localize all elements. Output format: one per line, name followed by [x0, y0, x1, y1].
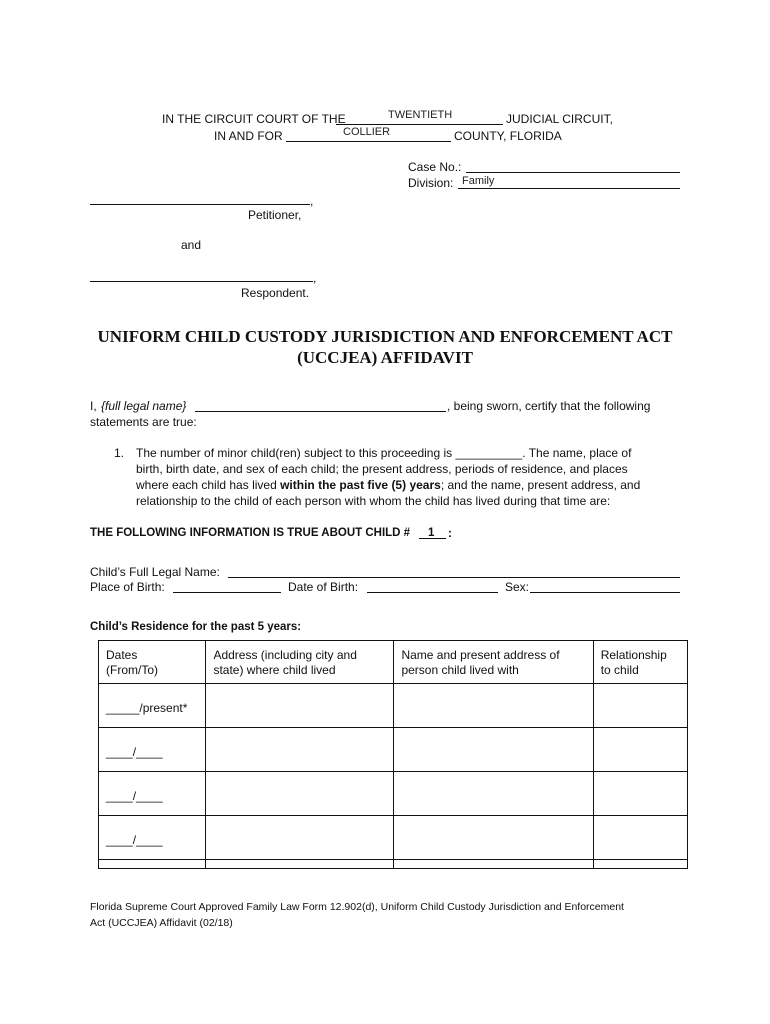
in-and-for-label: IN AND FOR	[214, 129, 283, 143]
sworn-text: , being sworn, certify that the following	[447, 399, 651, 413]
number-of-children-field[interactable]: __________.	[455, 446, 526, 460]
table-row	[99, 684, 688, 728]
child-info-heading: THE FOLLOWING INFORMATION IS TRUE ABOUT CHILD #	[90, 527, 411, 539]
item-1-line2: birth, birth date, and sex of each child; the present address, periods of residence, and places	[136, 462, 628, 476]
place-of-birth-label: Place of Birth:	[90, 580, 165, 594]
county-field-line[interactable]	[286, 141, 451, 142]
address-cell[interactable]	[206, 684, 394, 728]
child-full-name-label: Child’s Full Legal Name:	[90, 565, 220, 579]
relationship-cell[interactable]	[593, 860, 687, 869]
case-no-field[interactable]	[466, 172, 680, 173]
dates-cell[interactable]: _____/present*	[99, 684, 206, 728]
header-dates: Dates (From/To)	[99, 641, 206, 684]
table-row	[99, 860, 688, 869]
county-florida-label: COUNTY, FLORIDA	[454, 129, 562, 143]
sex-label: Sex:	[505, 580, 530, 594]
address-cell[interactable]	[206, 772, 394, 816]
form-title-line2: (UCCJEA) AFFIDAVIT	[297, 348, 473, 367]
circuit-field-line[interactable]	[336, 124, 503, 125]
child-full-name-field[interactable]	[228, 577, 680, 578]
table-header-row	[99, 641, 688, 684]
petitioner-comma: ,	[310, 194, 314, 208]
division-label: Division:	[408, 176, 454, 190]
table-row	[99, 772, 688, 816]
address-cell[interactable]	[206, 860, 394, 869]
header-relationship: Relationship to child	[593, 641, 687, 684]
table-row	[99, 728, 688, 772]
item-1-number: 1.	[114, 446, 125, 460]
footer-line2: Act (UCCJEA) Affidavit (02/18)	[90, 917, 233, 929]
division-field-value[interactable]: Family	[462, 175, 495, 187]
person-cell[interactable]	[394, 860, 593, 869]
address-cell[interactable]	[206, 728, 394, 772]
item-1-line3-bold: within the past five (5) years	[280, 478, 441, 492]
item-1-text-a: The number of minor child(ren) subject to this proceeding is	[136, 446, 453, 460]
relationship-cell[interactable]	[593, 684, 687, 728]
county-field-value[interactable]: COLLIER	[343, 126, 391, 138]
footer-line1: Florida Supreme Court Approved Family Law Form 12.902(d), Uniform Child Custody Jurisdiction and Enforcement	[90, 901, 624, 913]
person-cell[interactable]	[394, 728, 593, 772]
residence-table	[98, 640, 688, 869]
date-of-birth-field[interactable]	[367, 592, 498, 593]
dates-cell[interactable]	[99, 860, 206, 869]
child-info-heading-colon: :	[448, 526, 452, 540]
item-1-paragraph	[136, 445, 676, 509]
place-of-birth-field[interactable]	[173, 592, 281, 593]
full-legal-name-field[interactable]	[195, 411, 446, 412]
intro-i-label: I,	[90, 399, 97, 413]
petitioner-label: Petitioner,	[248, 208, 302, 222]
header-person: Name and present address of person child lived with	[394, 641, 593, 684]
address-cell[interactable]	[206, 816, 394, 860]
full-legal-name-hint: {full legal name}	[101, 399, 187, 413]
division-field-line[interactable]	[458, 188, 680, 189]
respondent-comma: ,	[313, 271, 317, 285]
respondent-label: Respondent.	[241, 286, 310, 300]
circuit-field-value[interactable]: TWENTIETH	[388, 109, 453, 121]
and-label: and	[181, 238, 202, 252]
person-cell[interactable]	[394, 772, 593, 816]
court-line-label: IN THE CIRCUIT COURT OF THE	[162, 112, 346, 126]
statements-true-text: statements are true:	[90, 415, 197, 429]
relationship-cell[interactable]	[593, 816, 687, 860]
case-no-label: Case No.:	[408, 160, 462, 174]
relationship-cell[interactable]	[593, 728, 687, 772]
date-of-birth-label: Date of Birth:	[288, 580, 359, 594]
petitioner-field[interactable]	[90, 204, 310, 205]
respondent-field[interactable]	[90, 281, 313, 282]
dates-cell[interactable]: ____/____	[99, 816, 206, 860]
item-1-line4: relationship to the child of each person with whom the child has lived during that time are:	[136, 494, 611, 508]
residence-heading: Child’s Residence for the past 5 years:	[90, 621, 302, 633]
child-number-value[interactable]: 1	[428, 527, 435, 539]
person-cell[interactable]	[394, 816, 593, 860]
relationship-cell[interactable]	[593, 772, 687, 816]
person-cell[interactable]	[394, 684, 593, 728]
item-1-line3a: where each child has lived	[136, 478, 281, 492]
dates-cell[interactable]: ____/____	[99, 772, 206, 816]
sex-field[interactable]	[530, 592, 680, 593]
table-row	[99, 816, 688, 860]
item-1-line3b: ; and the name, present address, and	[440, 478, 641, 492]
item-1-text-b: The name, place of	[525, 446, 632, 460]
dates-cell[interactable]: ____/____	[99, 728, 206, 772]
form-title-line1: UNIFORM CHILD CUSTODY JURISDICTION AND ENFORCEMENT ACT	[97, 327, 673, 346]
header-address: Address (including city and state) where child lived	[206, 641, 394, 684]
judicial-circuit-label: JUDICIAL CIRCUIT,	[506, 112, 613, 126]
